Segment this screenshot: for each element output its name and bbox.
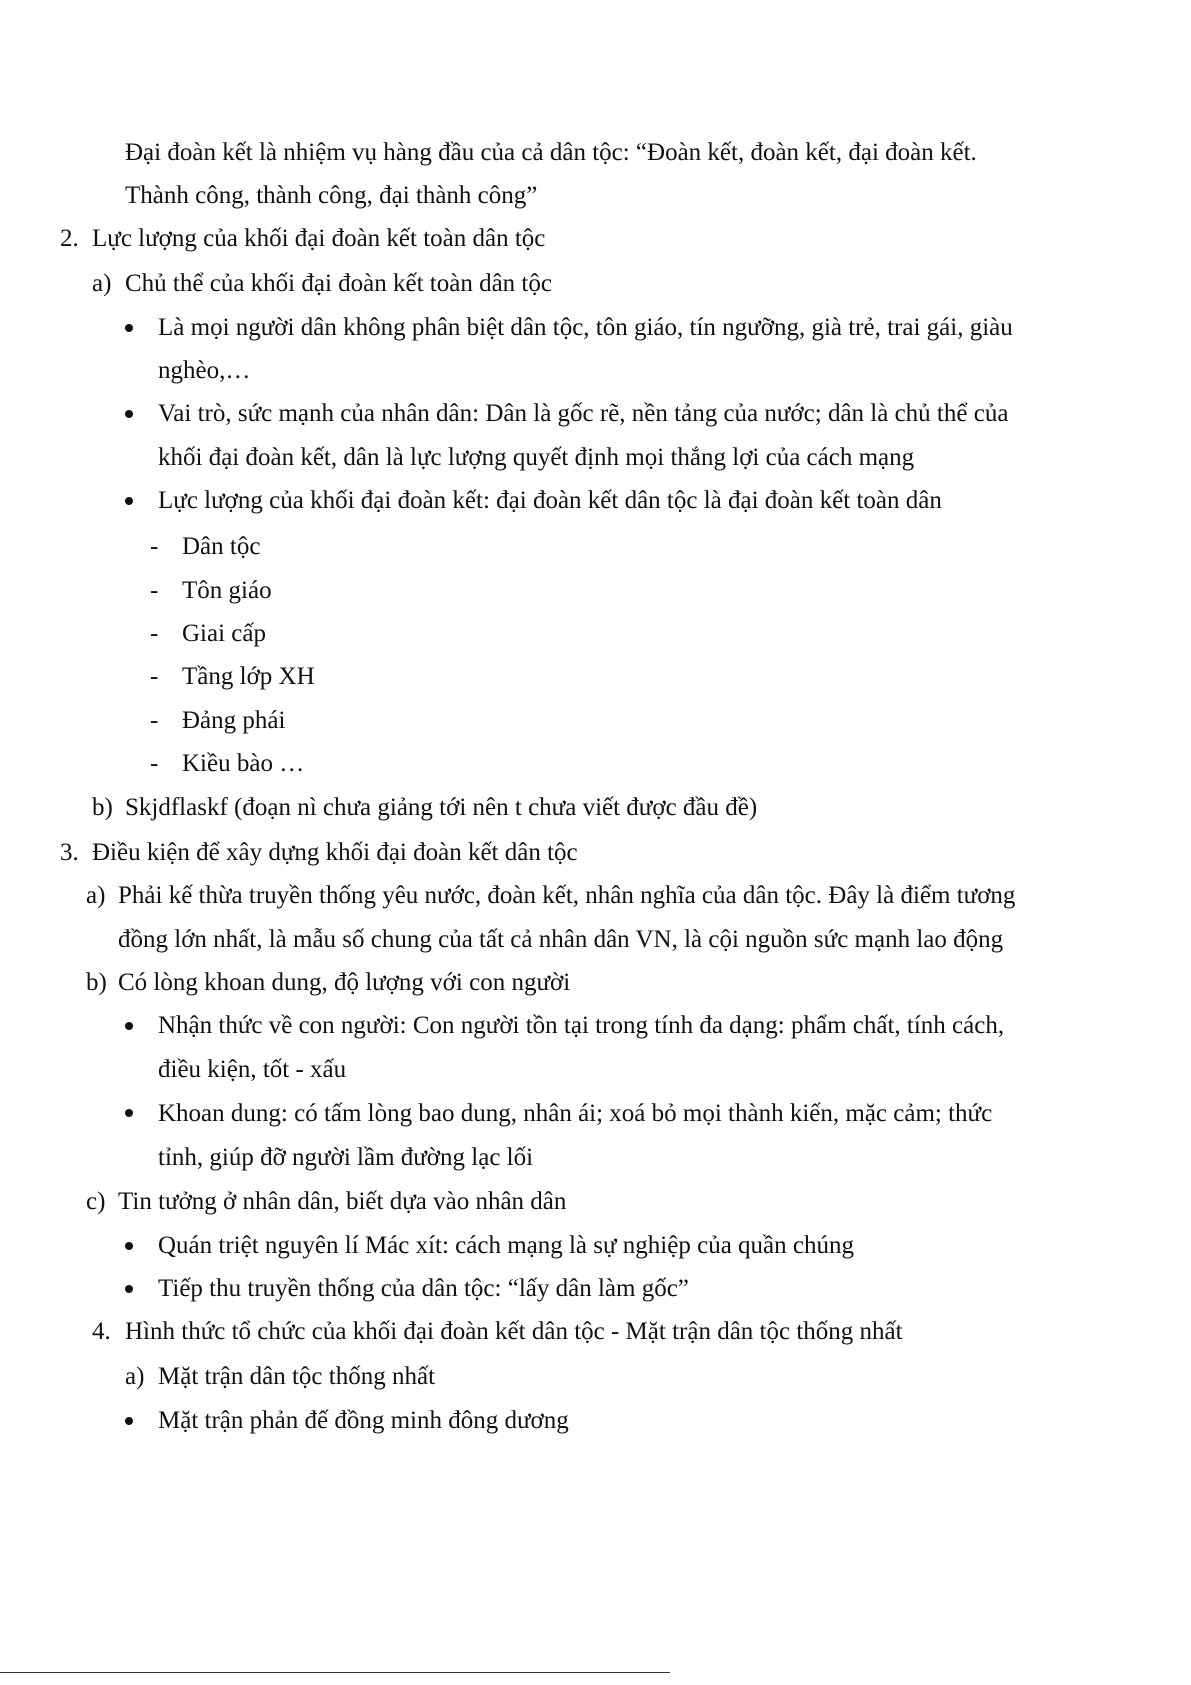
- bullet-3c-2: Tiếp thu truyền thống của dân tộc: “lấy dân làm gốc”: [158, 1275, 689, 1302]
- intro-line-1: Đại đoàn kết là nhiệm vụ hàng đầu của cả dân tộc: “Đoàn kết, đoàn kết, đại đoàn kết.: [125, 139, 977, 166]
- section-4a-label: a): [125, 1363, 145, 1390]
- bullet-2a-3: Lực lượng của khối đại đoàn kết: đại đoàn kết dân tộc là đại đoàn kết toàn dân: [158, 487, 942, 514]
- dash-item-tang-lop: Tầng lớp XH: [182, 663, 315, 690]
- dash-item-dan-toc: Dân tộc: [182, 533, 261, 560]
- bullet-icon: [125, 1109, 133, 1117]
- bullet-icon: [125, 324, 133, 332]
- dash-item-kieu-bao: Kiều bào …: [182, 750, 305, 777]
- bullet-icon: [125, 1417, 133, 1425]
- dash-marker: -: [150, 663, 159, 690]
- section-2-number: 2.: [60, 225, 79, 252]
- bullet-icon: [125, 1285, 133, 1293]
- bullet-2a-2-line-2: khối đại đoàn kết, dân là lực lượng quyết định mọi thắng lợi của cách mạng: [158, 444, 915, 471]
- dash-marker: -: [150, 577, 159, 604]
- section-3b-heading: Có lòng khoan dung, độ lượng với con người: [118, 969, 571, 996]
- dash-item-dang-phai: Đảng phái: [182, 707, 286, 734]
- dash-marker: -: [150, 750, 159, 777]
- bullet-4a-1: Mặt trận phản đế đồng minh đông dương: [158, 1407, 569, 1434]
- bullet-2a-2-line-1: Vai trò, sức mạnh của nhân dân: Dân là gốc rẽ, nền tảng của nước; dân là chủ thể của: [158, 400, 1009, 427]
- section-3a-label: a): [86, 882, 106, 909]
- bullet-2a-1-line-2: nghèo,…: [158, 357, 251, 384]
- section-2a-heading: Chủ thể của khối đại đoàn kết toàn dân tộc: [125, 270, 552, 297]
- intro-line-2: Thành công, thành công, đại thành công”: [125, 182, 538, 209]
- bullet-icon: [125, 1022, 133, 1030]
- bullet-3b-1-line-1: Nhận thức về con người: Con người tồn tại trong tính đa dạng: phẩm chất, tính cách,: [158, 1012, 1005, 1039]
- section-3b-label: b): [86, 969, 107, 996]
- bullet-2a-1-line-1: Là mọi người dân không phân biệt dân tộc, tôn giáo, tín ngưỡng, già trẻ, trai gái, giàu: [158, 314, 1013, 341]
- bullet-3b-2-line-1: Khoan dung: có tấm lòng bao dung, nhân ái; xoá bỏ mọi thành kiến, mặc cảm; thức: [158, 1100, 993, 1127]
- dash-marker: -: [150, 620, 159, 647]
- bullet-3c-1: Quán triệt nguyên lí Mác xít: cách mạng là sự nghiệp của quần chúng: [158, 1232, 854, 1259]
- section-4a-heading: Mặt trận dân tộc thống nhất: [158, 1363, 436, 1390]
- dash-item-ton-giao: Tôn giáo: [182, 577, 272, 604]
- section-3-number: 3.: [60, 839, 79, 866]
- bullet-3b-2-line-2: tỉnh, giúp đỡ người lầm đường lạc lối: [158, 1144, 534, 1171]
- section-2-heading: Lực lượng của khối đại đoàn kết toàn dân tộc: [92, 225, 546, 252]
- bullet-icon: [125, 410, 133, 418]
- bullet-3b-1-line-2: điều kiện, tốt - xấu: [158, 1056, 347, 1083]
- bullet-icon: [125, 1242, 133, 1250]
- section-3a-line-2: đồng lớn nhất, là mẫu số chung của tất cả nhân dân VN, là cội nguồn sức mạnh lao động: [118, 926, 1004, 953]
- section-2b-label: b): [92, 794, 113, 821]
- section-2b-heading: Skjdflaskf (đoạn nì chưa giảng tới nên t chưa viết được đầu đề): [125, 794, 758, 821]
- section-4-heading: Hình thức tổ chức của khối đại đoàn kết dân tộc - Mặt trận dân tộc thống nhất: [125, 1318, 903, 1345]
- dash-marker: -: [150, 533, 159, 560]
- dash-marker: -: [150, 707, 159, 734]
- section-3c-label: c): [86, 1188, 106, 1215]
- section-3a-line-1: Phải kế thừa truyền thống yêu nước, đoàn kết, nhân nghĩa của dân tộc. Đây là điểm tương: [118, 882, 1016, 909]
- page-bottom-rule: [0, 1672, 670, 1673]
- section-4-number: 4.: [92, 1318, 111, 1345]
- dash-item-giai-cap: Giai cấp: [182, 620, 266, 647]
- section-3c-heading: Tin tưởng ở nhân dân, biết dựa vào nhân dân: [118, 1188, 567, 1215]
- section-3-heading: Điều kiện để xây dựng khối đại đoàn kết dân tộc: [92, 839, 578, 866]
- section-2a-label: a): [92, 270, 112, 297]
- bullet-icon: [125, 497, 133, 505]
